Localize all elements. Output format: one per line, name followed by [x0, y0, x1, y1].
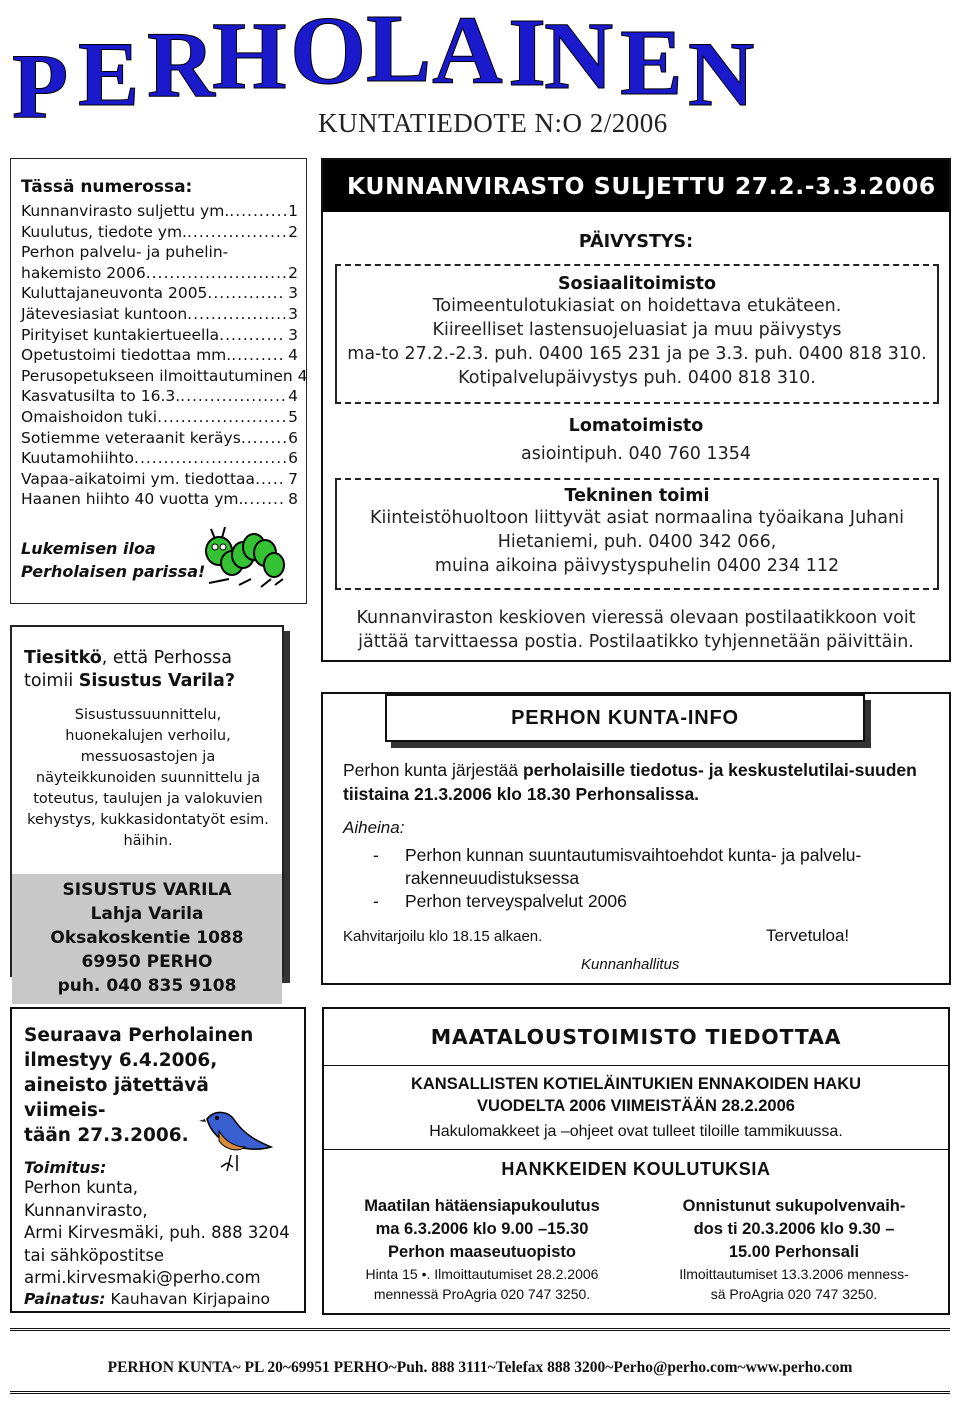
toc-title: Opetustoimi tiedottaa mm. — [21, 346, 232, 365]
paivystys-heading: PÄIVYSTYS: — [578, 232, 694, 252]
sisustus-ad — [10, 625, 284, 996]
section-heading: Lomatoimisto — [568, 416, 704, 436]
section-line: asiointipuh. 040 760 1354 — [521, 444, 751, 464]
toc-page: 4 — [288, 346, 298, 365]
section-heading: Tekninen toimi — [564, 486, 710, 506]
toc-item — [21, 242, 298, 263]
section-line: muina aikoina päivystyspuhelin 0400 234 112 — [434, 556, 840, 576]
toc-leader — [231, 345, 286, 366]
toc-item — [21, 366, 308, 387]
masthead-letter: O — [290, 0, 367, 105]
toc-title: Haanen hiihto 40 vuotta ym. — [21, 490, 244, 509]
hankkeiden-heading: HANKKEIDEN KOULUTUKSIA — [501, 1159, 771, 1179]
toc-item — [21, 222, 298, 243]
section-line: Kiireelliset lastensuojeluasiat ja muu päivystys — [432, 320, 842, 340]
ad-heading — [24, 647, 272, 693]
toc-title: Kasvatusilta to 16.3. — [21, 387, 181, 406]
kansalliset-note: Hakulomakkeet ja –ohjeet ovat tulleet tiloille tammikuussa. — [429, 1123, 843, 1140]
toc-page: 4 — [288, 387, 298, 406]
ad-heading-text: , että Perhossa — [101, 648, 233, 668]
toc-leader — [180, 386, 286, 407]
ad-contact-line: puh. 040 835 9108 — [57, 976, 237, 996]
printer-name: Kauhavan Kirjapaino — [105, 1289, 270, 1308]
toc-leader — [207, 283, 286, 304]
ad-heading-bold: Tiesitkö — [24, 648, 102, 668]
section-line: Kunnanviraston keskioven vieressä olevaan postilaatikkoon voit — [356, 608, 916, 628]
toc-title: Omaishoidon tuki — [21, 407, 158, 426]
topic-item: rakenneuudistuksessa — [405, 868, 580, 888]
ad-contact — [12, 874, 282, 1004]
kunta-info-box — [321, 692, 951, 985]
masthead-letter: L — [366, 0, 432, 103]
intro-text: Perhon kunta järjestää — [343, 760, 523, 780]
toc-title: Perusopetukseen ilmoittautuminen 4 — [21, 366, 308, 385]
toc-leader — [146, 263, 286, 284]
masthead-letter: H — [212, 2, 287, 109]
course-line: Maatilan hätäensiapukoulutus — [364, 1197, 600, 1215]
toc-leader — [241, 428, 286, 449]
toc-page: 3 — [288, 325, 298, 344]
next-issue-line: ilmestyy 6.4.2006, — [24, 1050, 218, 1071]
editorial-line: Kunnanvirasto, — [24, 1200, 148, 1220]
toc-title: Jätevesiasiat kuntoon — [21, 304, 188, 323]
kunta-info-title: PERHON KUNTA-INFO — [385, 694, 865, 742]
printer-info — [24, 1290, 296, 1308]
contents-heading: Tässä numerossa: — [21, 177, 193, 197]
section-line: Hietaniemi, puh. 0400 342 066, — [497, 532, 777, 552]
toc-title: Kuluttajaneuvonta 2005 — [21, 284, 208, 303]
toc-title: Kuulutus, tiedote ym. — [21, 222, 187, 241]
topic-item: Perhon terveyspalvelut 2006 — [405, 891, 627, 911]
office-closed-notice — [321, 158, 951, 662]
toc-page: 2 — [288, 222, 298, 241]
toc-title: Vapaa-aikatoimi ym. tiedottaa — [21, 469, 256, 488]
contents-box — [10, 158, 307, 604]
masthead-letter: N — [544, 2, 614, 109]
toc-title: Perhon palvelu- ja puhelin- — [21, 243, 229, 262]
notice-title: KUNNANVIRASTO SULJETTU 27.2.-3.3.2006 — [323, 160, 949, 212]
masthead-letter: I — [508, 0, 547, 107]
course-left — [332, 1195, 632, 1304]
section-line: Kotipalvelupäivystys puh. 0400 818 310. — [458, 368, 816, 388]
kansalliset-line: KANSALLISTEN KOTIELÄINTUKIEN ENNAKOIDEN HAKU — [410, 1075, 862, 1093]
course-line: sä ProAgria 020 747 3250. — [710, 1286, 878, 1302]
ad-heading-text: toimii — [24, 671, 79, 691]
ad-body: Sisustussuunnittelu, huonekalujen verhoilu, messuosastojen ja näyteikkunoiden suunnittelu ja toteutus, taulujen ja valokuvien kehystys, kukkasidontatyöt esim. häihin. — [27, 707, 269, 849]
reading-greeting — [21, 537, 205, 583]
ad-heading-bold: Sisustus Varila? — [78, 671, 235, 691]
maatalous-title: MAATALOUSTOIMISTO TIEDOTTAA — [430, 1025, 842, 1049]
course-line: Ilmoittautumiset 13.3.2006 menness- — [679, 1266, 909, 1282]
issue-subtitle: KUNTATIEDOTE N:O 2/2006 — [318, 108, 668, 138]
kansalliset-line: VUODELTA 2006 VIIMEISTÄÄN 28.2.2006 — [477, 1097, 795, 1115]
section-line: Toimeentulotukiasiat on hoidettava etukäteen. — [432, 296, 842, 316]
topic-bullet: - — [373, 845, 379, 865]
course-line: Perhon maaseutuopisto — [388, 1243, 576, 1261]
toc-page: 5 — [288, 407, 298, 426]
toc-item — [21, 263, 298, 284]
masthead-letter: E — [78, 23, 140, 125]
toc-item — [21, 283, 298, 304]
toc-leader — [187, 304, 286, 325]
editorial-line: tai sähköpostitse — [24, 1245, 165, 1265]
greeting-line: Perholaisen parissa! — [21, 562, 206, 581]
footer — [10, 1328, 950, 1394]
toc-item — [21, 386, 298, 407]
toc-leader — [243, 489, 286, 510]
toc-leader — [157, 407, 286, 428]
course-line: ma 6.3.2006 klo 9.00 –15.30 — [375, 1220, 589, 1238]
maatalous-notice — [322, 1007, 950, 1315]
course-line: 15.00 Perhonsali — [728, 1243, 860, 1261]
toc-item — [21, 407, 298, 428]
ad-contact-line: SISUSTUS VARILA — [62, 880, 232, 900]
toc-page: 6 — [288, 428, 298, 447]
caterpillar-illustration — [199, 523, 289, 593]
table-of-contents — [21, 201, 308, 510]
section-line: jättää tarvittaessa postia. Postilaatikko tyhjennetään päivittäin. — [358, 632, 914, 652]
toc-leader — [134, 448, 286, 469]
next-issue-line: aineisto jätettävä viimeis- — [24, 1075, 209, 1121]
coffee-note: Kahvitarjoilu klo 18.15 alkaen. — [343, 928, 543, 945]
masthead-letter: A — [432, 0, 503, 105]
signature: Kunnanhallitus — [581, 956, 680, 973]
section-line: ma-to 27.2.-2.3. puh. 0400 165 231 ja pe 3.3. puh. 0400 818 310. — [347, 344, 927, 364]
course-line: dos ti 20.3.2006 klo 9.30 – — [693, 1220, 895, 1238]
toc-item — [21, 345, 298, 366]
printer-label: Painatus: — [24, 1289, 106, 1308]
next-issue-line: tään 27.3.2006. — [24, 1125, 189, 1146]
toc-title: Pirityiset kuntakiertueella — [21, 325, 220, 344]
kunta-info-intro — [343, 758, 943, 806]
intro-bold: perholaisille tiedotus- ja keskustelutilai-suuden tiistaina 21.3.2006 klo 18.30 Perhonsalissa. — [343, 760, 917, 804]
toc-title: Sotiemme veteraanit keräys — [21, 428, 241, 447]
bird-illustration — [197, 1101, 277, 1181]
topics-list — [373, 844, 861, 913]
ad-contact-line: Lahja Varila — [90, 904, 204, 924]
kansalliset-heading — [324, 1073, 948, 1117]
sosiaali-box — [335, 264, 939, 404]
masthead-letter: E — [620, 11, 683, 115]
postbox-note — [323, 606, 949, 654]
section-line: Kiinteistöhuoltoon liittyvät asiat normaalina työaikana Juhani — [370, 508, 904, 528]
toc-item — [21, 448, 298, 469]
course-line: Hinta 15 •. Ilmoittautumiset 28.2.2006 — [365, 1266, 599, 1282]
toc-title: Kuutamohiihto — [21, 449, 135, 468]
toc-title: hakemisto 2006 — [21, 263, 146, 282]
toc-leader — [255, 469, 286, 490]
toc-title: Kunnanvirasto suljettu ym. — [21, 202, 230, 220]
toc-page: 3 — [288, 304, 298, 323]
ad-contact-line: 69950 PERHO — [81, 952, 213, 972]
ad-contact-line: Oksakoskentie 1088 — [50, 928, 244, 948]
toc-item — [21, 201, 298, 222]
toc-leader — [219, 325, 286, 346]
welcome-note: Tervetuloa! — [766, 926, 850, 945]
next-issue-box — [10, 1007, 306, 1313]
greeting-line: Lukemisen iloa — [21, 539, 156, 558]
toc-item — [21, 325, 298, 346]
masthead-letter: N — [688, 23, 755, 125]
topics-label: Aiheina: — [343, 818, 405, 837]
topic-item: Perhon kunnan suuntautumisvaihtoehdot kunta- ja palvelu- — [405, 845, 862, 865]
toc-leader — [187, 222, 286, 243]
topic-bullet: - — [373, 891, 379, 911]
masthead-letter: R — [147, 13, 215, 117]
toc-page: 2 — [288, 263, 298, 282]
section-heading: Sosiaalitoimisto — [557, 274, 717, 294]
toc-page: 7 — [288, 469, 298, 488]
course-right — [644, 1195, 944, 1304]
toc-page: 3 — [288, 284, 298, 303]
toc-page: 1 — [288, 202, 298, 220]
toc-leader — [229, 201, 286, 222]
course-line: Onnistunut sukupolvenvaih- — [682, 1197, 906, 1215]
tekninen-box — [335, 478, 939, 590]
editorial-line: armi.kirvesmaki@perho.com — [24, 1268, 261, 1287]
toc-page: 8 — [288, 490, 298, 509]
footer-contact: PERHON KUNTA~ PL 20~69951 PERHO~Puh. 888 3111~Telefax 888 3200~Perho@perho.com~www.perho.com — [107, 1359, 853, 1376]
toc-item — [21, 428, 298, 449]
course-line: mennessä ProAgria 020 747 3250. — [373, 1286, 591, 1302]
masthead-letter: P — [12, 35, 69, 137]
editorial-label: Toimitus: — [24, 1158, 107, 1177]
editorial-line: Perhon kunta, — [24, 1178, 139, 1197]
editorial-info — [24, 1177, 296, 1290]
next-issue-line: Seuraava Perholainen — [24, 1025, 254, 1046]
masthead — [0, 0, 960, 150]
toc-item — [21, 469, 298, 490]
toc-item — [21, 489, 298, 510]
toc-item — [21, 304, 298, 325]
toc-page: 6 — [288, 449, 298, 468]
editorial-line: Armi Kirvesmäki, puh. 888 3204 — [24, 1223, 290, 1242]
